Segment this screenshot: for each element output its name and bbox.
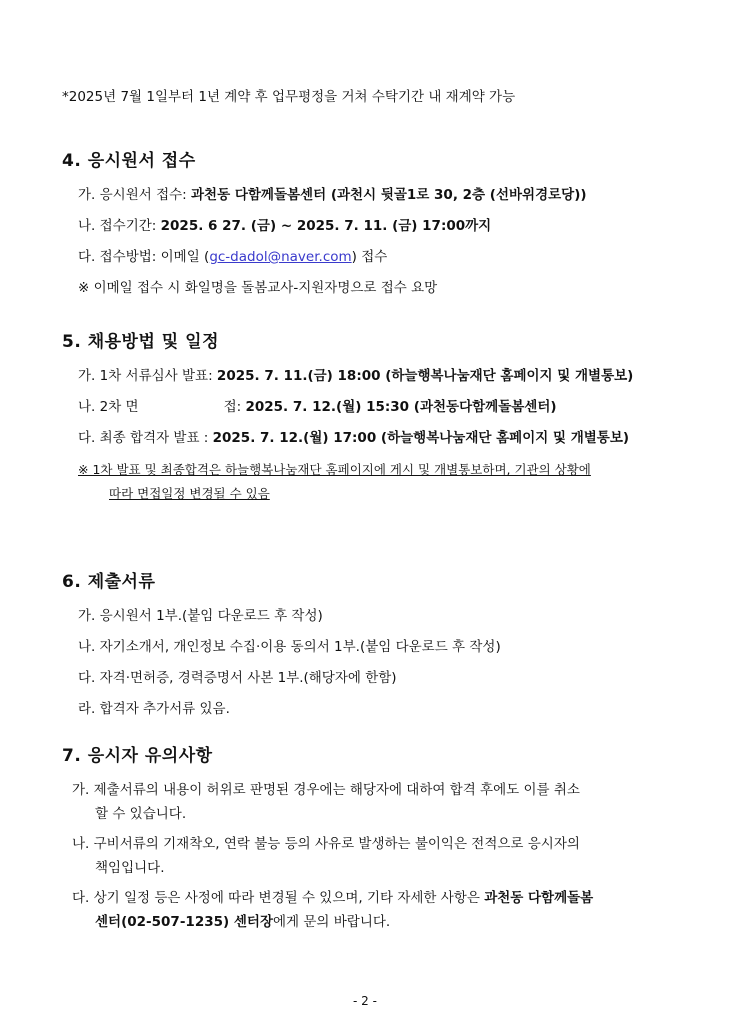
s6-item-a: 가. 응시원서 1부.(붙임 다운로드 후 작성) [78, 608, 323, 624]
s5-item-a: 가. 1차 서류심사 발표: 2025. 7. 11.(금) 18:00 (하늘행복나눔재단 홈페이지 및 개별통보) [78, 368, 634, 384]
s7-item-b-line1: 나. 구비서류의 기재착오, 연락 불능 등의 사유로 발생하는 불이익은 전적으로 응시자의 [72, 836, 580, 852]
s7-item-b-line2: 책임입니다. [95, 860, 165, 876]
s6-item-c: 다. 자격·면허증, 경력증명서 사본 1부.(해당자에 한함) [78, 670, 397, 686]
page-number: - 2 - [353, 994, 377, 1008]
section-7-title: 7. 응시자 유의사항 [62, 746, 213, 766]
s7-item-c-line2: 센터(02-507-1235) 센터장에게 문의 바랍니다. [95, 914, 391, 930]
contract-note: *2025년 7월 1일부터 1년 계약 후 업무평정을 거쳐 수탁기간 내 재계약 가능 [62, 89, 516, 105]
s7-item-a-line2: 할 수 있습니다. [95, 806, 187, 822]
s7-item-a-line1: 가. 제출서류의 내용이 허위로 판명된 경우에는 해당자에 대하여 합격 후에도 이를 취소 [72, 782, 580, 798]
section-5-title: 5. 채용방법 및 일정 [62, 332, 219, 352]
section-4-title: 4. 응시원서 접수 [62, 151, 196, 171]
s4-item-c: 다. 접수방법: 이메일 (gc-dadol@naver.com) 접수 [78, 249, 388, 265]
s5-item-b: 나. 2차 면 접: 2025. 7. 12.(월) 15:30 (과천동다함께돌봄센터) [78, 399, 557, 415]
s5-item-c: 다. 최종 합격자 발표 : 2025. 7. 12.(월) 17:00 (하늘행복나눔재단 홈페이지 및 개별통보) [78, 430, 630, 446]
s4-note: ※ 이메일 접수 시 화일명을 돌봄교사-지원자명으로 접수 요망 [78, 280, 438, 296]
section-6-title: 6. 제출서류 [62, 572, 156, 592]
s4-item-a: 가. 응시원서 접수: 과천동 다함께돌봄센터 (과천시 뒷골1로 30, 2층 (선바위경로당)) [78, 187, 587, 203]
s6-item-d: 라. 합격자 추가서류 있음. [78, 701, 230, 717]
s5-note-line2: 따라 면접일정 변경될 수 있음 [109, 486, 270, 501]
s5-note-line1: ※ 1차 발표 및 최종합격은 하늘행복나눔재단 홈페이지에 게시 및 개별통보하며, 기관의 상황에 [78, 462, 591, 477]
s6-item-b: 나. 자기소개서, 개인정보 수집·이용 동의서 1부.(붙임 다운로드 후 작성) [78, 639, 501, 655]
email-link[interactable]: gc-dadol@naver.com [209, 249, 352, 265]
s7-item-c-line1: 다. 상기 일정 등은 사정에 따라 변경될 수 있으며, 기타 자세한 사항은 과천동 다함께돌봄 [72, 890, 594, 906]
s4-item-b: 나. 접수기간: 2025. 6 27. (금) ~ 2025. 7. 11. (금) 17:00까지 [78, 218, 492, 234]
